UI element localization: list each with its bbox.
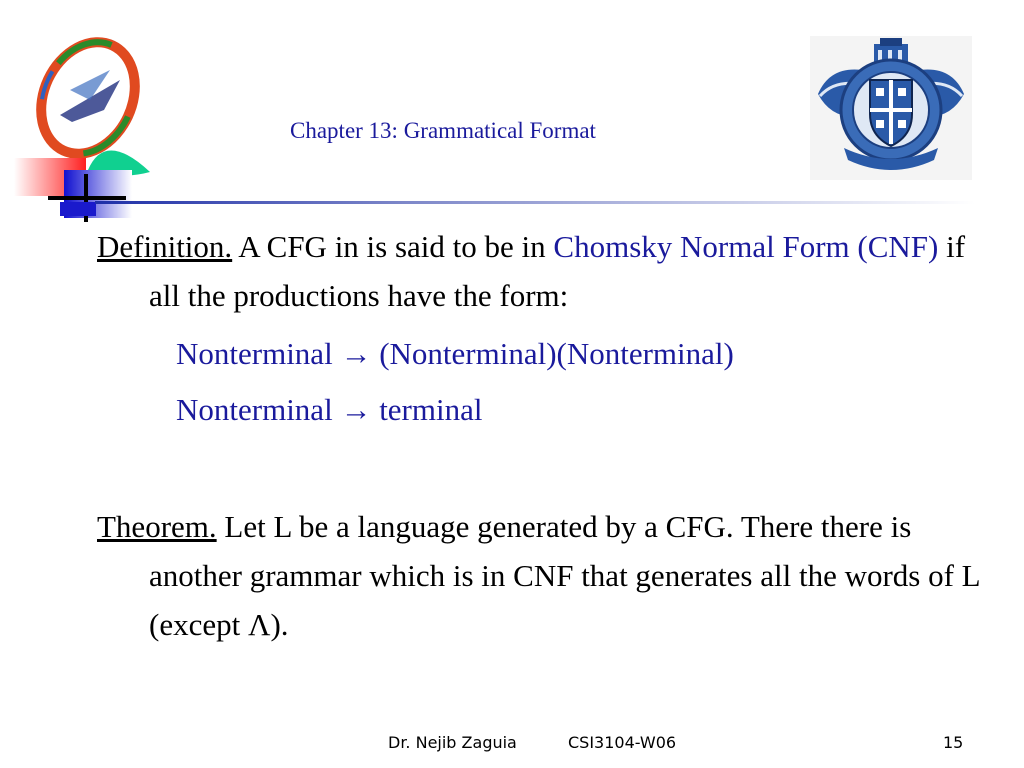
theorem-label: Theorem. <box>97 509 217 544</box>
arrow-icon: → <box>340 336 372 371</box>
footer-page-number: 15 <box>943 733 964 752</box>
footer-author: Dr. Nejib Zaguia <box>388 733 517 752</box>
definition-text-start: A CFG in is said to be in <box>232 229 554 264</box>
slide-body <box>97 222 1002 649</box>
footer-course: CSI3104-W06 <box>568 733 677 752</box>
cnf-term: Chomsky Normal Form (CNF) <box>553 229 939 264</box>
rule-lhs: Nonterminal <box>176 336 333 371</box>
rule-rhs: (Nonterminal)(Nonterminal) <box>379 336 734 371</box>
spacer <box>97 438 1002 502</box>
theorem-paragraph <box>97 502 1002 649</box>
rule-rhs: terminal <box>379 392 483 427</box>
presentation-logo <box>0 0 160 235</box>
arrow-icon: → <box>340 392 372 427</box>
production-rule-terminal <box>176 382 1002 438</box>
production-rule-binary <box>176 326 1002 382</box>
definition-label: Definition. <box>97 229 233 264</box>
title-divider <box>95 201 975 204</box>
rule-lhs: Nonterminal <box>176 392 333 427</box>
definition-paragraph <box>97 222 1002 320</box>
slide-title: Chapter 13: Grammatical Format <box>290 118 596 143</box>
definition-text-end: if all the productions have the form: <box>149 229 966 313</box>
university-crest <box>810 36 972 180</box>
theorem-text: Let L be a language generated by a CFG. There there is another grammar which is in CNF that generates all the words of L (except Λ). <box>149 509 980 642</box>
